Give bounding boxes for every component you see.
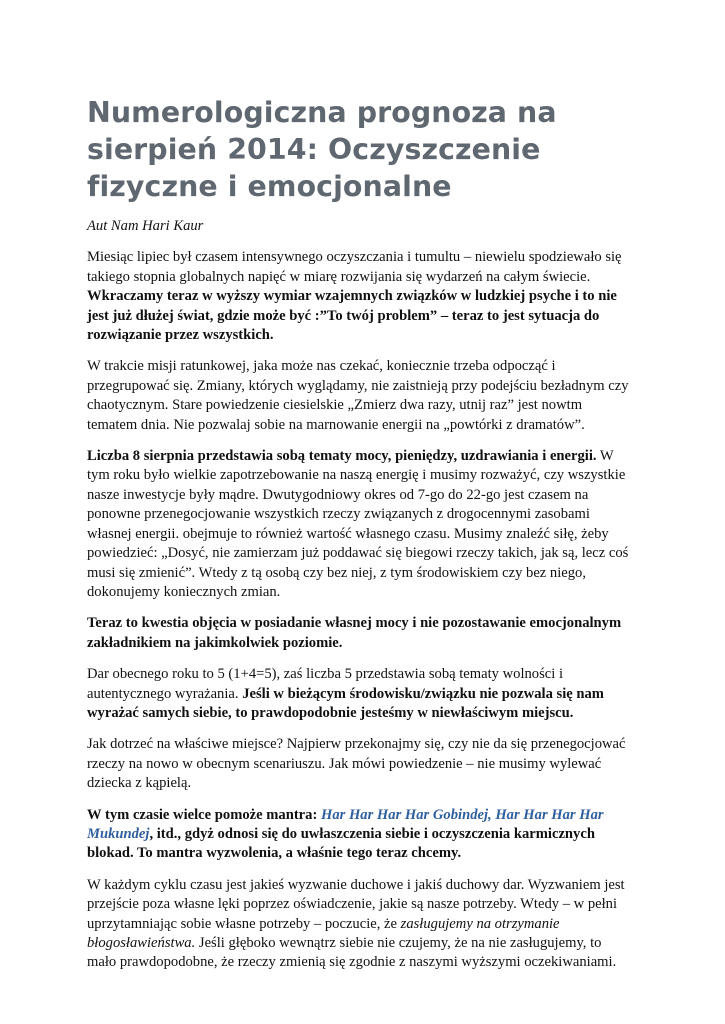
paragraph-4-bold: Teraz to kwestia objęcia w posiadanie własnej mocy i nie pozostawanie emocjonalnym zakładnikiem na jakimkolwiek poziomie. (87, 615, 622, 651)
paragraph-1 (87, 248, 632, 345)
paragraph-6: Jak dotrzeć na właściwe miejsce? Najpierw przekonajmy się, czy nie da się przenegocjować rzeczy na nowo w obecnym scenariuszu. Jak mówi powiedzenie – nie musimy wylewać dziecka z kąpielą. (87, 736, 626, 792)
paragraph-3 (87, 447, 632, 602)
paragraph-5-bold: Jeśli w bieżącym środowisku/związku nie pozwala się nam wyrażać samych siebie, to prawdopodobnie jesteśmy w niewłaściwym miejscu. (87, 685, 604, 721)
paragraph-5 (87, 665, 632, 723)
paragraph-1-bold: Wkraczamy teraz w wyższy wymiar wzajemnych związków w ludzkiej psyche i to nie jest już dłużej świat, gdzie może być :”To twój problem” – teraz to jest sytuacja do rozwiązanie przez wszystkich. (87, 288, 617, 344)
paragraph-7 (87, 806, 632, 864)
paragraph-4 (87, 614, 632, 653)
mantra-link[interactable]: Har Har Har Har Gobindej, Har Har Har Har Mukundej (87, 806, 604, 842)
paragraph-5-text: Dar obecnego roku to 5 (1+4=5), zaś liczba 5 przedstawia sobą tematy wolności i autentycznego wyrażania. (87, 666, 564, 702)
paragraph-7-rest: , itd., gdyż odnosi się do uwłaszczenia siebie i oczyszczenia karmicznych blokad. To mantra wyzwolenia, a właśnie tego teraz chcemy. (87, 825, 595, 862)
paragraph-3-bold: Liczba 8 sierpnia przedstawia sobą tematy mocy, pieniędzy, uzdrawiania i energii. (87, 448, 597, 465)
paragraph-2: W trakcie misji ratunkowej, jaka może nas czekać, koniecznie trzeba odpocząć i przegrupować się. Zmiany, których wyglądamy, nie zaistnieją przy podejściu bezładnym czy chaotycznym. Stare powiedzenie ciesielskie „Zmierz dwa razy, utnij raz” jest nowtm tematem dnia. Nie pozwalaj sobie na marnowanie energii na „powtórki z dramatów”. (87, 358, 629, 433)
document-page (87, 94, 632, 985)
paragraph-1-text: Miesiąc lipiec był czasem intensywnego oczyszczania i tumultu – niewielu spodziewało się takiego stopnia globalnych napięć w miarę rozwijania się wydarzeń na całym świecie. (87, 249, 622, 285)
paragraph-8 (87, 876, 632, 973)
paragraph-8-italic: zasługujemy na otrzymanie błogosławieństwa. (87, 915, 560, 951)
paragraph-3-text: W tym roku było wielkie zapotrzebowanie na naszą energię i musimy rozważyć, czy wszystkie nasze inwestycje były mądre. Dwutygodniowy okres od 7-go do 22-go jest czasem na ponowne przenegocjowanie wszystkich rzeczy związanych z drogocennymi zasobami własnej energii. obejmuje to również wartość własnego czasu. Musimy znaleźć siłę, żeby powiedzieć: „Dosyć, nie zamierzam już poddawać się biegowi rzeczy takich, jak są, lecz coś musi się zmienić”. Wtedy z tą osobą czy bez niej, z tym środowiskiem czy bez niego, dokonujemy koniecznych zmian. (87, 448, 629, 600)
author-byline: Aut Nam Hari Kaur (87, 218, 204, 234)
paragraph-8-text: W każdym cyklu czasu jest jakieś wyzwanie duchowe i jakiś duchowy dar. Wyzwaniem jest przejście poza własne lęki poprzez oświadczenie, jakie są nasze potrzeby. Wtedy – w pełni uprzytamniając sobie własne potrzeby – poczucie, że (87, 876, 625, 932)
page-title: Numerologiczna prognoza na sierpień 2014: Oczyszczenie fizyczne i emocjonalne (87, 96, 557, 203)
paragraph-8-rest: Jeśli głęboko wewnątrz siebie nie czujemy, że na nie zasługujemy, to mało prawdopodobne, że rzeczy zmienią się zgodnie z naszymi wyższymi oczekiwaniami. (87, 935, 617, 971)
paragraph-7-lead: W tym czasie wielce pomoże mantra: (87, 806, 318, 823)
